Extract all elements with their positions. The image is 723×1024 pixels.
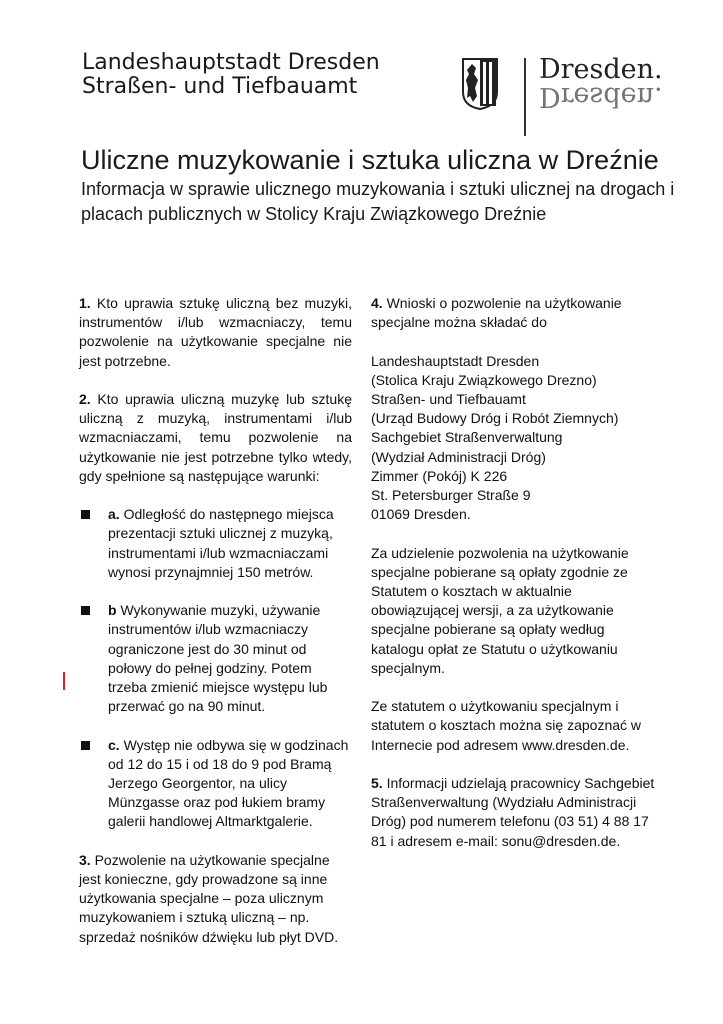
bullet-square-icon	[81, 510, 90, 519]
office-address	[371, 352, 661, 525]
right-column	[371, 294, 661, 851]
dresden-coat-of-arms-icon	[462, 58, 498, 110]
paragraph-1: 1. Kto uprawia sztukę uliczną bez muzyki, instrumentów i/lub wzmacniaczy, temu pozwolenie na użytkowanie specjalne nie jest potrzebne.	[79, 295, 352, 369]
address-line: (Urząd Budowy Dróg i Robót Ziemnych)	[371, 410, 619, 427]
list-item-c: c. Występ nie odbywa się w godzinach od 12 do 15 i od 18 do 9 pod Bramą Jerzego Georgentor, na ulicy Münzgasse oraz pod łukiem bramy galerii handlowej Altmarktgalerie.	[79, 736, 352, 832]
list-item-a: a. Odległość do następnego miejsca prezentacji sztuki ulicznej z muzyką, instrumentami i/lub wzmacniaczami wynosi przynajmniej 150 metrów.	[79, 505, 352, 582]
address-line: (Stolica Kraju Związkowego Drezno)	[371, 371, 597, 388]
address-line: St. Petersburger Straße 9	[371, 487, 531, 504]
paragraph-3: 3. Pozwolenie na użytkowanie specjalne jest konieczne, gdy prowadzone są inne użytkowania specjalne – poza ulicznym muzykowaniem i sztuką uliczną – np. sprzedaż nośników dźwięku lub płyt DVD.	[79, 851, 339, 945]
page-title: Uliczne muzykowanie i sztuka uliczna w Dreźnie	[81, 145, 659, 175]
logo-divider	[524, 58, 526, 136]
logo-wordmark: Dresden.	[539, 54, 663, 85]
address-line: 01069 Dresden.	[371, 506, 471, 523]
authority-header	[82, 51, 380, 99]
address-line: (Wydział Administracji Dróg)	[371, 448, 546, 465]
logo-wordmark-reflection: Dresden.	[539, 81, 663, 112]
page-subtitle: Informacja w sprawie ulicznego muzykowania i sztuki ulicznej na drogach i placach publicznych w Stolicy Kraju Związkowego Dreźnie	[81, 179, 675, 224]
header-office: Straßen- und Tiefbauamt	[82, 74, 358, 99]
text-cursor-mark	[63, 672, 65, 690]
header-city: Landeshauptstadt Dresden	[82, 50, 380, 75]
paragraph-5: 5. Informacji udzielają pracownicy Sachgebiet Straßenverwaltung (Wydziału Administracji Dróg) pod numerem telefonu (03 51) 4 88 17 81 i adresem e-mail: sonu@dresden.de.	[371, 775, 655, 849]
fees-paragraph: Za udzielenie pozwolenia na użytkowanie specjalne pobierane są opłaty zgodnie ze Statutem o kosztach w aktualnie obowiązującej wersji, a za użytkowanie specjalne pobierane są opłaty według katalogu opłat ze Statutu o użytkowaniu specjalnym.	[371, 544, 629, 676]
list-item-b: b Wykonywanie muzyki, używanie instrumentów i/lub wzmacniaczy ograniczone jest do 30 minut od połowy do pełnej godziny. Potem trzeba zmienić miejsce występu lub przerwać go na 90 minut.	[79, 601, 352, 716]
paragraph-2: 2. Kto uprawia uliczną muzykę lub sztukę uliczną z muzyką, instrumentami i/lub wzmacniaczami, temu pozwolenie na użytkowanie nie jest potrzebne tylko wtedy, gdy spełnione są następujące warunki:	[79, 391, 352, 484]
bullet-square-icon	[81, 606, 90, 615]
bullet-square-icon	[81, 741, 90, 750]
dresden-logo	[462, 52, 662, 142]
address-line: Landeshauptstadt Dresden	[371, 352, 540, 369]
address-line: Sachgebiet Straßenverwaltung	[371, 429, 563, 446]
paragraph-4: 4. Wnioski o pozwolenie na użytkowanie specjalne można składać do	[371, 295, 622, 331]
address-line: Straßen- und Tiefbauamt	[371, 391, 526, 407]
address-line: Zimmer (Pokój) K 226	[371, 467, 508, 484]
statute-paragraph: Ze statutem o użytkowaniu specjalnym i statutem o kosztach można się zapoznać w Internecie pod adresem www.dresden.de.	[371, 698, 642, 753]
left-column	[79, 294, 352, 947]
